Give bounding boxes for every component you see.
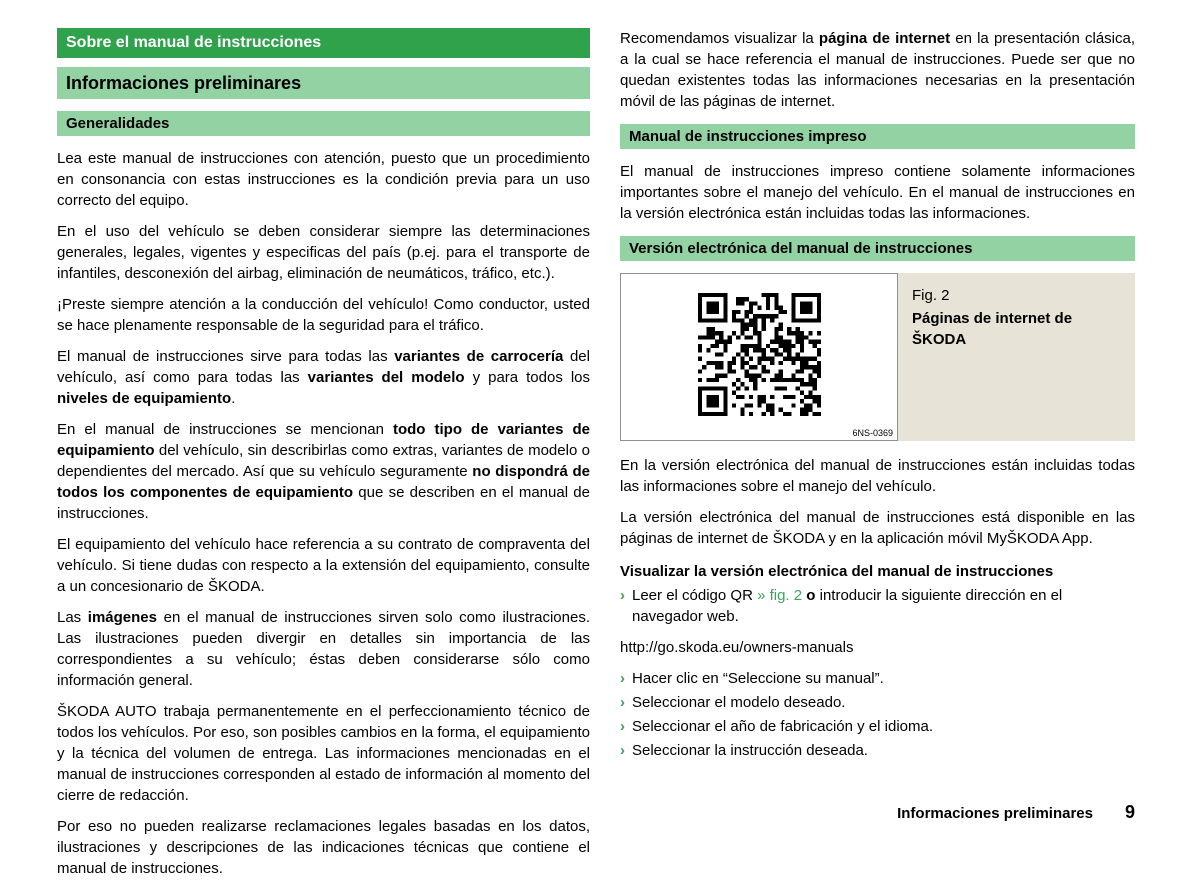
text-run: En el manual de instrucciones se mencionan bbox=[57, 421, 393, 438]
text-run: variantes del modelo bbox=[307, 369, 465, 386]
paragraph bbox=[57, 148, 590, 211]
text-run: todo tipo de variantes de equipamiento bbox=[57, 421, 590, 459]
qr-panel bbox=[620, 273, 898, 441]
text-run: introducir la siguiente dirección en el navegador web. bbox=[632, 587, 1063, 625]
paragraph bbox=[57, 346, 590, 409]
text-run: página de internet bbox=[818, 30, 951, 47]
bullet-arrow-icon: › bbox=[620, 718, 625, 735]
text-run: Lea este manual de instrucciones con atención, puesto que un procedimiento en consonancia con estas instrucciones es la condición previa para un uso correcto del equipo. bbox=[57, 150, 590, 209]
howto-bullets bbox=[620, 585, 1135, 627]
bullet-text bbox=[632, 716, 1135, 737]
figure-title: Páginas de internet de ŠKODA bbox=[912, 310, 1073, 348]
bullet-arrow-icon: › bbox=[620, 742, 625, 759]
text-run: Las bbox=[57, 609, 88, 626]
paragraph bbox=[620, 161, 1135, 224]
paragraph bbox=[620, 507, 1135, 549]
bullet-item bbox=[620, 585, 1135, 627]
qr-code bbox=[698, 293, 821, 422]
bullet-text bbox=[632, 692, 1135, 713]
text-run: ŠKODA AUTO trabaja permanentemente en el perfeccionamiento técnico de todos los vehículos. Por eso, son posibles cambios en la forma, el equipamiento y la técnica del volumen de entrega. Las informaciones mencionadas en el manual de instrucciones corresponden al estado de información al momento del cierre de redacción. bbox=[57, 703, 590, 804]
electronic-manual-paragraphs bbox=[620, 455, 1135, 549]
footer-section-label: Informaciones preliminares bbox=[897, 805, 1093, 822]
text-run: variantes de carrocería bbox=[394, 348, 564, 365]
figure-caption bbox=[898, 273, 1135, 441]
text-run: en la presentación clásica, a la cual se hace referencia el manual de instrucciones. Puede ser que no quedan existentes todas las informaciones necesarias en la presentación móvil de las páginas de internet. bbox=[620, 30, 1136, 110]
electronic-manual-header-bar: Versión electrónica del manual de instrucciones bbox=[620, 236, 1135, 261]
bullet-text bbox=[632, 585, 1135, 627]
bullet-text bbox=[632, 668, 1135, 689]
bullet-text bbox=[632, 740, 1135, 761]
steps-bullets bbox=[620, 668, 1135, 761]
text-run: Seleccionar el año de fabricación y el idioma. bbox=[632, 718, 934, 735]
chapter-header-bar: Sobre el manual de instrucciones bbox=[57, 28, 590, 58]
paragraph bbox=[57, 294, 590, 336]
text-run: del vehículo, así como para todas las bbox=[57, 348, 590, 386]
text-run: Por eso no pueden realizarse reclamaciones legales basadas en los datos, ilustraciones y descripciones de las indicaciones técnicas que contiene el manual de instrucciones. bbox=[57, 818, 590, 877]
bullet-arrow-icon: › bbox=[620, 587, 625, 604]
printed-manual-header-bar: Manual de instrucciones impreso bbox=[620, 124, 1135, 149]
page-footer bbox=[897, 802, 1135, 824]
left-paragraphs bbox=[57, 148, 590, 879]
figure-image-code: 6NS-0369 bbox=[852, 428, 893, 438]
printed-manual-paragraphs bbox=[620, 161, 1135, 224]
text-run: no dispondrá de todos los componentes de equipamiento bbox=[57, 463, 590, 501]
text-run: En el uso del vehículo se deben considerar siempre las determinaciones generales, legales, vigentes y especificas del país (p.ej. para el transporte de infantiles, desconexión del airbag, eliminación de neumáticos, tráfico, etc.). bbox=[57, 223, 590, 282]
bullet-arrow-icon: › bbox=[620, 694, 625, 711]
text-run: En la versión electrónica del manual de instrucciones están incluidas todas las informaciones sobre el manejo del vehículo. bbox=[620, 457, 1135, 495]
figure-number: Fig. 2 bbox=[912, 287, 950, 304]
text-run: o bbox=[806, 587, 816, 604]
text-run: El manual de instrucciones impreso contiene solamente informaciones importantes sobre el manejo del vehículo. En el manual de instrucciones en la versión electrónica están incluidas todas las informaciones. bbox=[620, 163, 1135, 222]
text-run: en el manual de instrucciones sirven solo como ilustraciones. Las ilustraciones pueden divergir en detalles sin importancia de las correspondientes a su vehículo; éstas deben considerarse sólo como información general. bbox=[57, 609, 590, 689]
paragraph bbox=[57, 419, 590, 524]
text-run: ¡Preste siempre atención a la conducción del vehículo! Como conductor, usted se hace plenamente responsable de la seguridad para el tráfico. bbox=[57, 296, 590, 334]
text-run: y para todos los bbox=[464, 369, 591, 386]
figure-reference-link[interactable]: » fig. 2 bbox=[757, 587, 803, 604]
section-header-bar: Informaciones preliminares bbox=[57, 67, 590, 99]
text-run: que se describen en el manual de instrucciones. bbox=[57, 484, 590, 522]
paragraph bbox=[57, 701, 590, 806]
text-run: Seleccionar la instrucción deseada. bbox=[632, 742, 868, 759]
bullet-item bbox=[620, 716, 1135, 737]
text-run: . bbox=[231, 390, 236, 407]
bullet-item bbox=[620, 740, 1135, 761]
paragraph bbox=[620, 28, 1135, 112]
paragraph bbox=[57, 816, 590, 879]
page-number: 9 bbox=[1124, 802, 1135, 822]
text-run: Hacer clic en “Seleccione su manual”. bbox=[632, 670, 884, 687]
paragraph bbox=[57, 607, 590, 691]
text-run: El equipamiento del vehículo hace referencia a su contrato de compraventa del vehículo. Si tiene dudas con respecto a la extensión del equipamiento, consulte a un concesionario de ŠKODA. bbox=[57, 536, 590, 595]
figure-2 bbox=[620, 273, 1135, 441]
right-column bbox=[620, 28, 1135, 889]
bullet-item bbox=[620, 668, 1135, 689]
text-run: imágenes bbox=[87, 609, 157, 626]
text-run: Seleccionar el modelo deseado. bbox=[632, 694, 846, 711]
text-run: El manual de instrucciones sirve para todas las bbox=[57, 348, 395, 365]
subsection-header-bar: Generalidades bbox=[57, 111, 590, 136]
bullet-item bbox=[620, 692, 1135, 713]
text-run: Recomendamos visualizar la bbox=[620, 30, 819, 47]
paragraph bbox=[620, 455, 1135, 497]
howto-heading: Visualizar la versión electrónica del manual de instrucciones bbox=[620, 563, 1054, 580]
bullet-arrow-icon: › bbox=[620, 670, 625, 687]
text-run: del vehículo, sin describirlas como extras, variantes de modelo o dependientes del mercado. Así que su vehículo seguramente bbox=[57, 442, 590, 480]
paragraph bbox=[57, 221, 590, 284]
manual-url: http://go.skoda.eu/owners-manuals bbox=[620, 639, 854, 656]
text-run: Leer el código QR bbox=[632, 587, 758, 604]
paragraph bbox=[57, 534, 590, 597]
left-column bbox=[57, 28, 590, 889]
text-run: niveles de equipamiento bbox=[57, 390, 232, 407]
text-run: La versión electrónica del manual de instrucciones está disponible en las páginas de internet de ŠKODA y en la aplicación móvil MyŠKODA App. bbox=[620, 509, 1135, 547]
